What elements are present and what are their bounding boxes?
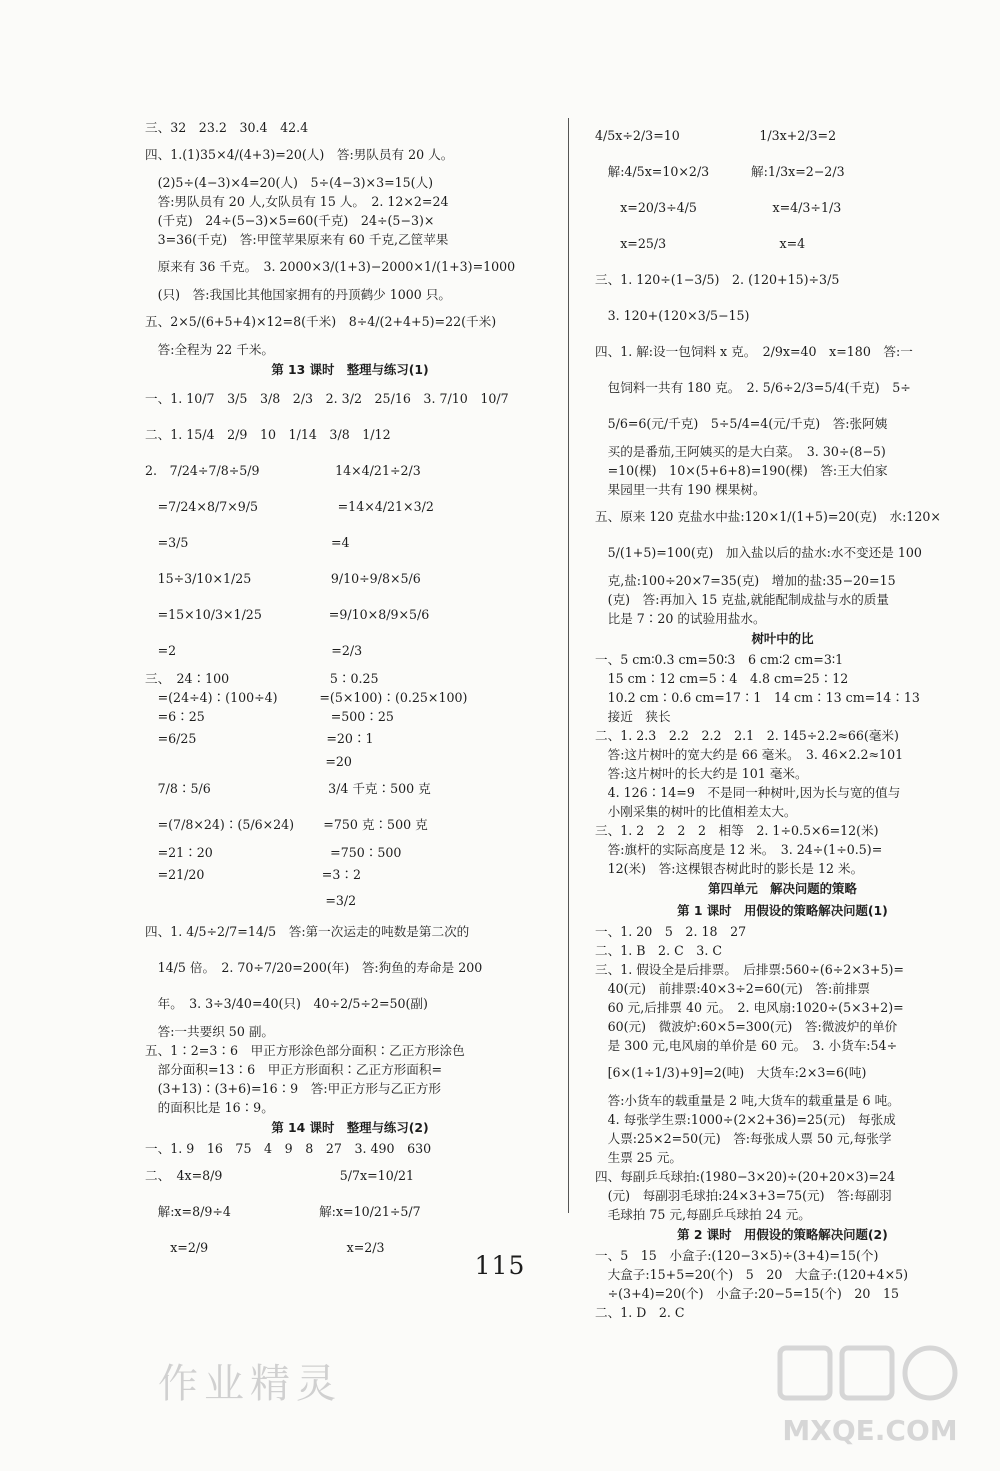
answer-line: 四、1. 4/5÷2/7=14/5 答:第一次运走的吨数是第二次的	[145, 924, 470, 939]
answer-line: 15 cm∶12 cm=5∶4 4.8 cm=25∶12	[595, 671, 849, 686]
section-heading: 第 1 课时 用假设的策略解决问题(1)	[677, 903, 888, 918]
answer-line: 解:4/5x=10×2/3 解:1/3x=2−2/3	[595, 164, 845, 179]
answer-line: 4/5x÷2/3=10 1/3x+2/3=2	[595, 128, 837, 143]
answer-line: 二、1. D 2. C	[595, 1305, 685, 1320]
answer-line: 一、5 cm∶0.3 cm=50∶3 6 cm∶2 cm=3∶1	[595, 652, 844, 667]
answer-line: 10.2 cm∶0.6 cm=17∶1 14 cm∶13 cm=14∶13	[595, 690, 920, 705]
answer-line: 5/6=6(元/千克) 5÷5/4=4(元/千克) 答:张阿姨	[595, 416, 888, 431]
answer-line: 60 元,后排票 40 元。 2. 电风扇:1020÷(5×3+2)=	[595, 1000, 904, 1015]
left-column	[145, 118, 555, 1266]
answer-line: =21∶20 =750∶500	[145, 845, 402, 860]
answer-line: 解:x=8/9÷4 解:x=10/21÷5/7	[145, 1204, 421, 1219]
section-heading: 第四单元 解决问题的策略	[708, 881, 857, 896]
answer-line: 答:这片树叶的宽大约是 66 毫米。 3. 46×2.2≈101	[595, 747, 904, 762]
answer-line: 三、1. 120÷(1−3/5) 2. (120+15)÷3/5	[595, 272, 840, 287]
answer-line: 一、5 15 小盒子:(120−3×5)÷(3+4)=15(个)	[595, 1248, 879, 1263]
answer-line: (千克) 24÷(5−3)×5=60(千克) 24÷(5−3)×	[145, 213, 435, 228]
section-heading: 树叶中的比	[751, 631, 814, 646]
answer-line: (2)5÷(4−3)×4=20(人) 5÷(4−3)×3=15(人)	[145, 175, 434, 190]
answer-line: 答:男队员有 20 人,女队员有 15 人。 2. 12×2=24	[145, 194, 449, 209]
answer-line: =6∶25 =500∶25	[145, 709, 394, 724]
right-column	[595, 118, 970, 1322]
answer-line: ÷(3+4)=20(个) 小盒子:20−5=15(个) 20 15	[595, 1286, 899, 1301]
answer-line: 年。 3. 3÷3/40=40(只) 40÷2/5÷2=50(副)	[145, 996, 428, 1011]
section-heading: 第 14 课时 整理与练习(2)	[271, 1120, 429, 1135]
answer-line: 五、2×5/(6+5+4)×12=8(千米) 8÷4/(2+4+5)=22(千米)	[145, 314, 497, 329]
answer-line: =20	[145, 754, 352, 769]
answer-line: 克,盐:100÷20×7=35(克) 增加的盐:35−20=15	[595, 573, 896, 588]
answer-line: 部分面积=13∶6 甲正方形面积∶乙正方形面积=	[145, 1062, 443, 1077]
answer-line: 答:旗杆的实际高度是 12 米。 3. 24÷(1÷0.5)=	[595, 842, 883, 857]
answer-line: 接近 狭长	[595, 709, 671, 724]
column-divider	[568, 118, 569, 1213]
answer-line: 一、1. 9 16 75 4 9 8 27 3. 490 630	[145, 1141, 432, 1156]
answer-line: 四、1.(1)35×4/(4+3)=20(人) 答:男队员有 20 人。	[145, 147, 454, 162]
answer-line: 2. 7/24÷7/8÷5/9 14×4/21÷2/3	[145, 463, 421, 478]
answer-line: 果园里一共有 190 棵果树。	[595, 482, 766, 497]
answer-line: 原来有 36 千克。 3. 2000×3/(1+3)−2000×1/(1+3)=1000	[145, 259, 516, 274]
answer-line: 是 300 元,电风扇的单价是 60 元。 3. 小货车:54÷	[595, 1038, 898, 1053]
answer-line: 三、32 23.2 30.4 42.4	[145, 120, 309, 135]
answer-line: 的面积比是 16∶9。	[145, 1100, 274, 1115]
answer-line: =21/20 =3∶2	[145, 867, 361, 882]
answer-line: 4. 126∶14=9 不是同一种树叶,因为长与宽的值与	[595, 785, 901, 800]
answer-line: =10(棵) 10×(5+6+8)=190(棵) 答:王大伯家	[595, 463, 888, 478]
answer-line: (3+13)∶(3+6)=16∶9 答:甲正方形与乙正方形	[145, 1081, 441, 1096]
answer-line: 生票 25 元。	[595, 1150, 683, 1165]
watermark-logo	[770, 1340, 970, 1460]
answer-line: 一、1. 20 5 2. 18 27	[595, 924, 747, 939]
answer-line: 12(米) 答:这棵银杏树此时的影长是 12 米。	[595, 861, 864, 876]
answer-line: 三、 24∶100 5∶0.25	[145, 671, 379, 686]
answer-line: 四、1. 解:设一包饲料 x 克。 2/9x=40 x=180 答:一	[595, 344, 913, 359]
watermark-url: MXQE.COM	[782, 1414, 958, 1447]
answer-line: 答:小货车的载重量是 2 吨,大货车的载重量是 6 吨。	[595, 1093, 900, 1108]
answer-line: (克) 答:再加入 15 克盐,就能配制成盐与水的质量	[595, 592, 889, 607]
answer-line: 答:这片树叶的长大约是 101 毫米。	[595, 766, 808, 781]
answer-line: 15÷3/10×1/25 9/10÷9/8×5/6	[145, 571, 421, 586]
answer-line: 4. 每张学生票:1000÷(2×2+36)=25(元) 每张成	[595, 1112, 896, 1127]
section-heading: 第 13 课时 整理与练习(1)	[271, 362, 429, 377]
answer-line: x=20/3÷4/5 x=4/3÷1/3	[595, 200, 842, 215]
answer-line: 14/5 倍。 2. 70÷7/20=200(年) 答:狗鱼的寿命是 200	[145, 960, 483, 975]
answer-line: 3=36(千克) 答:甲筐苹果原来有 60 千克,乙筐苹果	[145, 232, 449, 247]
answer-line: x=2/9 x=2/3	[145, 1240, 385, 1255]
answer-line: 7/8∶5/6 3/4 千克∶500 克	[145, 781, 431, 796]
answer-line: =15×10/3×1/25 =9/10×8/9×5/6	[145, 607, 430, 622]
answer-line: 二、1. 2.3 2.2 2.2 2.1 2. 145÷2.2≈66(毫米)	[595, 728, 899, 743]
answer-line: 比是 7∶20 的试验用盐水。	[595, 611, 766, 626]
answer-line: 三、1. 假设全是后排票。 后排票:560÷(6÷2×3+5)=	[595, 962, 904, 977]
answer-line: 五、1∶2=3∶6 甲正方形涂色部分面积∶乙正方形涂色	[145, 1043, 465, 1058]
answer-line: 答:一共要织 50 副。	[145, 1024, 275, 1039]
answer-line: 二、1. 15/4 2/9 10 1/14 3/8 1/12	[145, 427, 391, 442]
answer-line: =2 =2/3	[145, 643, 363, 658]
answer-line: 买的是番茄,王阿姨买的是大白菜。 3. 30÷(8−5)	[595, 444, 886, 459]
answer-line: 二、 4x=8/9 5/7x=10/21	[145, 1168, 414, 1183]
answer-line: 5/(1+5)=100(克) 加入盐以后的盐水:水不变还是 100	[595, 545, 922, 560]
answer-line: =(24÷4)∶(100÷4) =(5×100)∶(0.25×100)	[145, 690, 468, 705]
answer-line: 小刚采集的树叶的比值相差太大。	[595, 804, 797, 819]
answer-logo-icon	[770, 1340, 970, 1460]
answer-line: 40(元) 前排票:40×3÷2=60(元) 答:前排票	[595, 981, 871, 996]
answer-line: =(7/8×24)∶(5/6×24) =750 克∶500 克	[145, 817, 428, 832]
answer-line: =3/2	[145, 893, 357, 908]
answer-line: =3/5 =4	[145, 535, 350, 550]
answer-line: =7/24×8/7×9/5 =14×4/21×3/2	[145, 499, 434, 514]
answer-line: 四、每副乒乓球拍:(1980−3×20)÷(20+20×3)=24	[595, 1169, 896, 1184]
answer-line: 三、1. 2 2 2 2 相等 2. 1÷0.5×6=12(米)	[595, 823, 879, 838]
page-number: 115	[474, 1251, 526, 1280]
answer-line: 答:全程为 22 千米。	[145, 342, 275, 357]
answer-line: 3. 120+(120×3/5−15)	[595, 308, 750, 323]
answer-line: 人票:25×2=50(元) 答:每张成人票 50 元,每张学	[595, 1131, 892, 1146]
answer-line: (只) 答:我国比其他国家拥有的丹顶鹤少 1000 只。	[145, 287, 452, 302]
watermark-text: 作业精灵	[158, 1361, 342, 1407]
answer-line: 五、原来 120 克盐水中盐:120×1/(1+5)=20(克) 水:120×	[595, 509, 941, 524]
answer-line: 毛球拍 75 元,每副乒乓球拍 24 元。	[595, 1207, 811, 1222]
answer-line: [6×(1÷1/3)+9]=2(吨) 大货车:2×3=6(吨)	[595, 1065, 867, 1080]
answer-line: =6/25 =20∶1	[145, 731, 374, 746]
answer-line: 60(元) 微波炉:60×5=300(元) 答:微波炉的单价	[595, 1019, 898, 1034]
answer-line: (元) 每副羽毛球拍:24×3+3=75(元) 答:每副羽	[595, 1188, 892, 1203]
answer-line: 一、1. 10/7 3/5 3/8 2/3 2. 3/2 25/16 3. 7/10 10/7	[145, 391, 509, 406]
answer-line: 大盒子:15+5=20(个) 5 20 大盒子:(120+4×5)	[595, 1267, 909, 1282]
answer-line: x=25/3 x=4	[595, 236, 806, 251]
answer-line: 包饲料一共有 180 克。 2. 5/6÷2/3=5/4(千克) 5÷	[595, 380, 911, 395]
section-heading: 第 2 课时 用假设的策略解决问题(2)	[677, 1227, 888, 1242]
answer-line: 二、1. B 2. C 3. C	[595, 943, 722, 958]
